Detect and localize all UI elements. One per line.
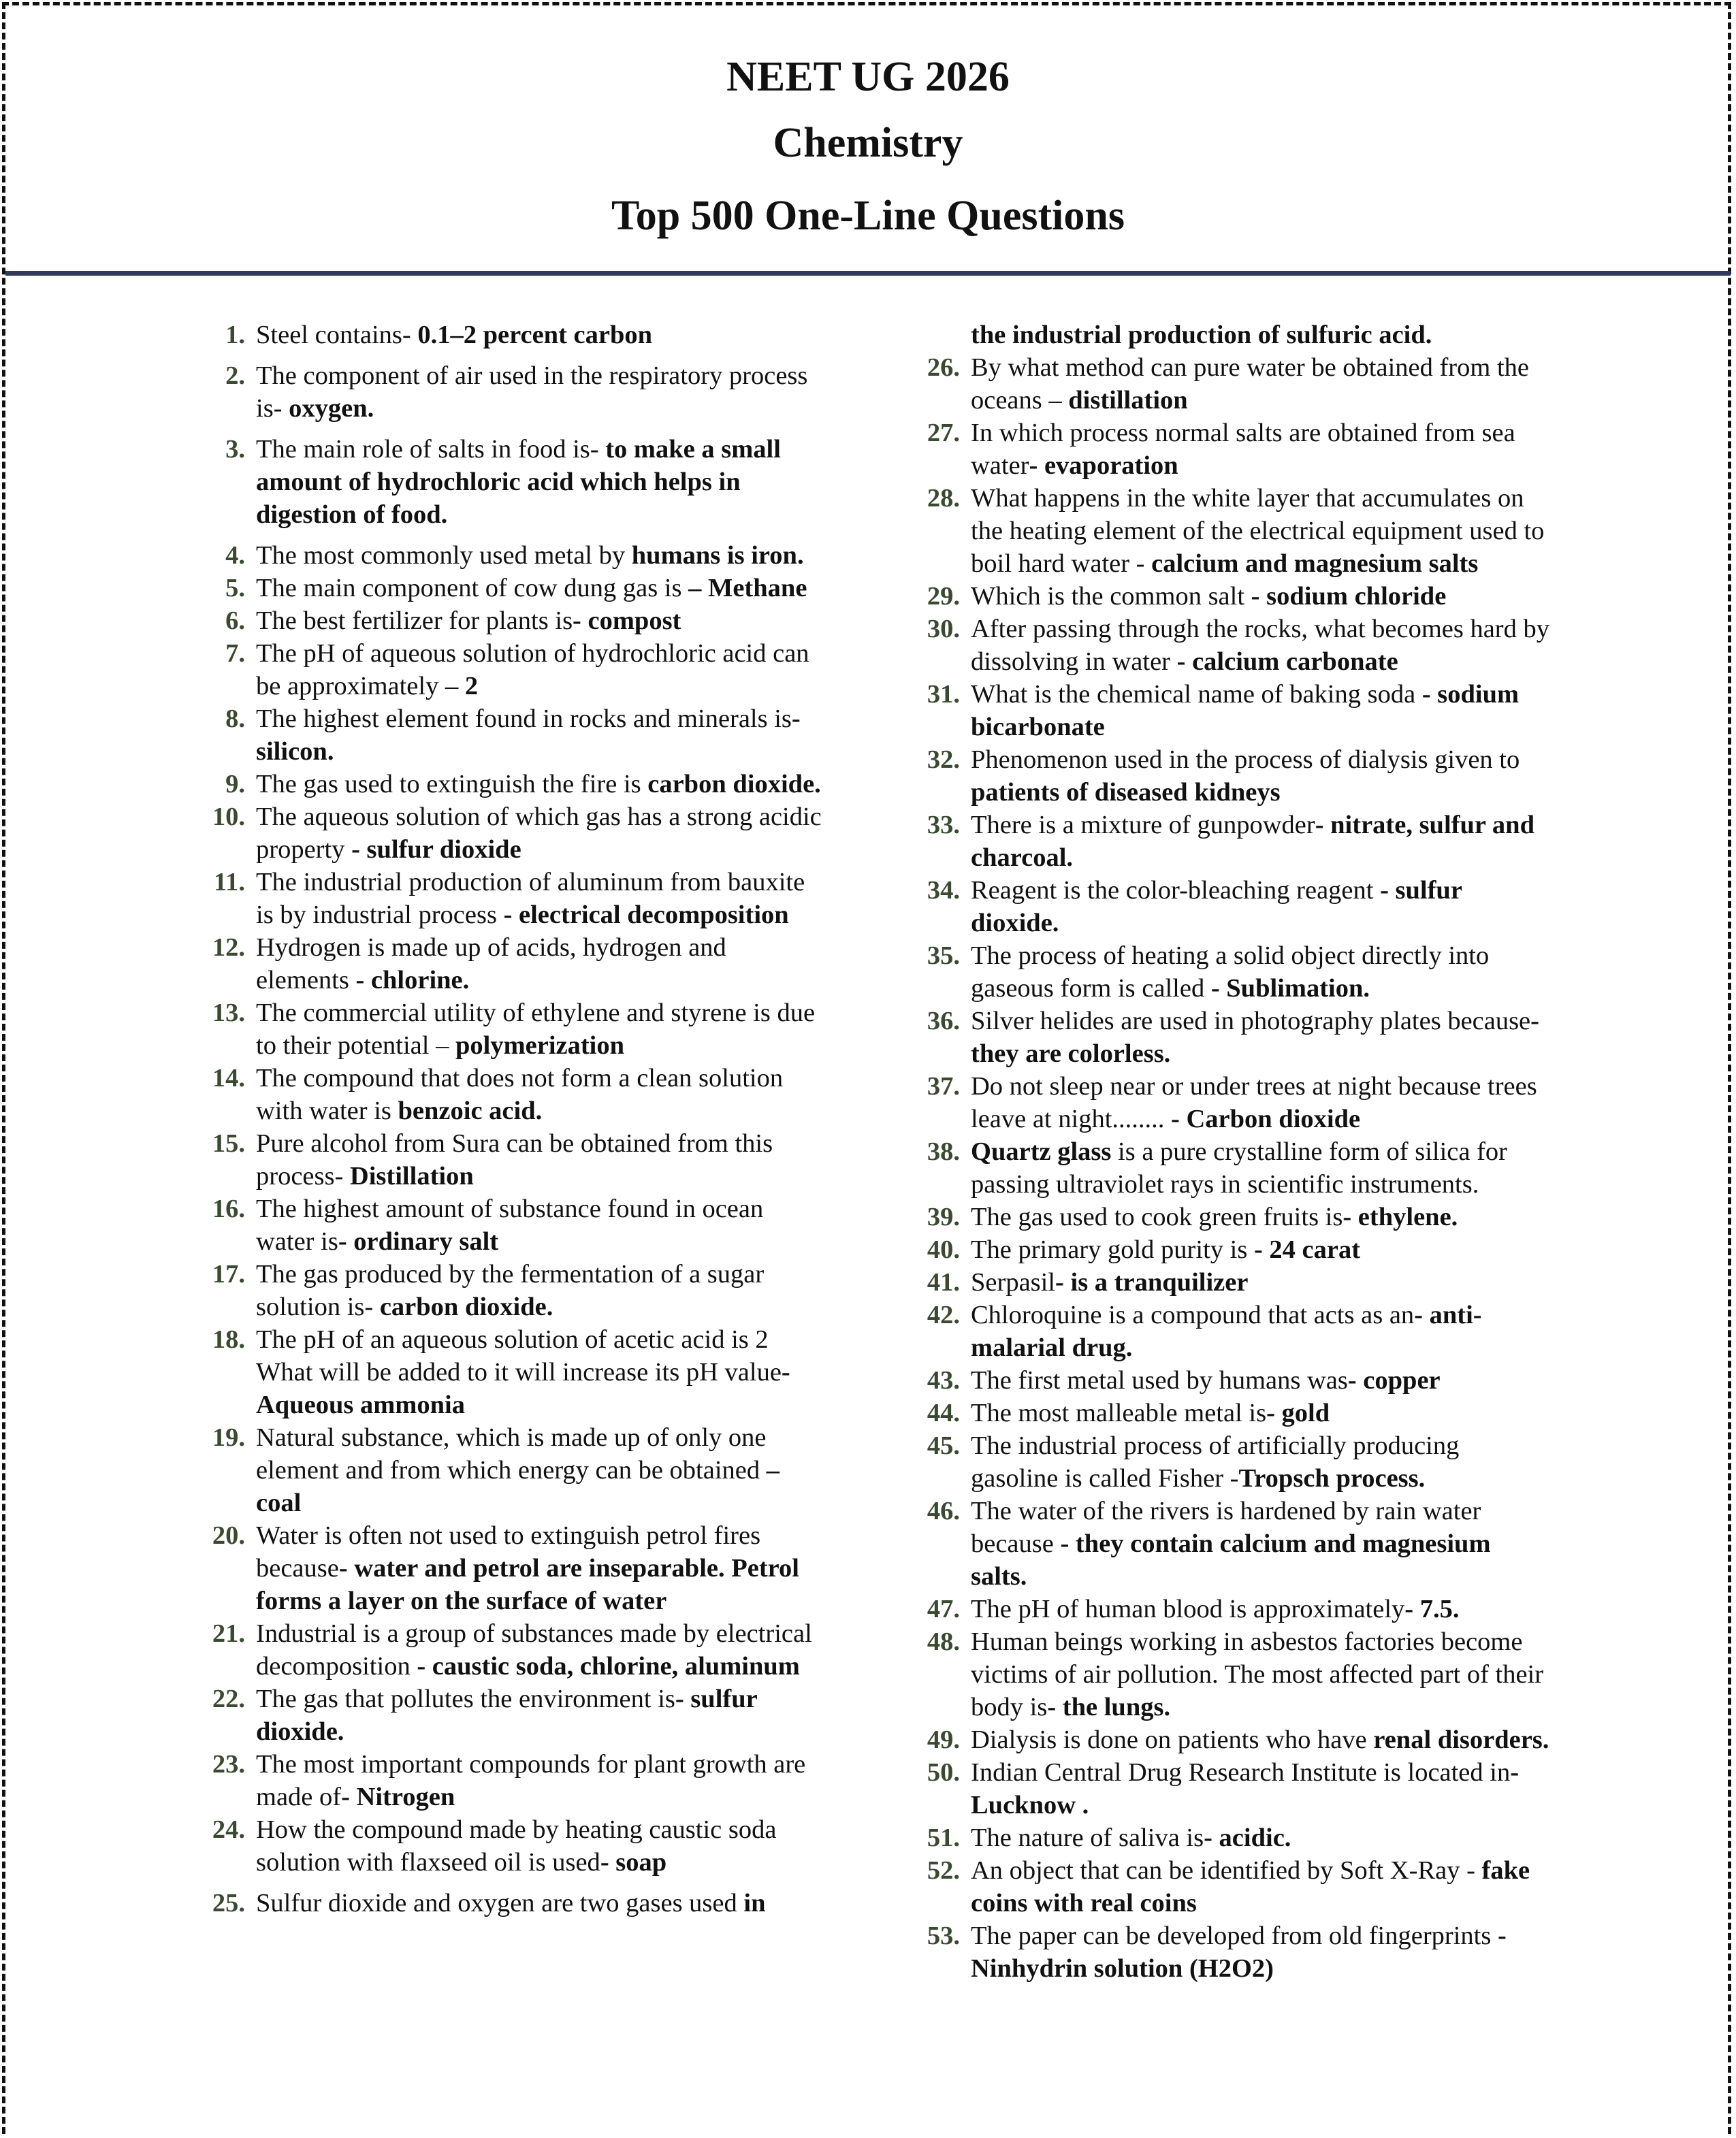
question-item — [916, 1821, 1549, 1854]
question-text: What happens in the white layer that accumulates on the heating element of the electrical equipment used to boil hard water - — [971, 484, 1545, 578]
question-text: Hydrogen is made up of acids, hydrogen and elements — [256, 933, 726, 994]
answer-text: renal disorders. — [1373, 1726, 1549, 1754]
question-number: 25. — [212, 1889, 245, 1917]
question-text: The industrial production of aluminum from bauxite is by industrial process — [256, 868, 805, 929]
question-text: Chloroquine is a compound that acts as an — [971, 1301, 1415, 1329]
question-text: The most commonly used metal by — [256, 541, 632, 570]
question-item — [202, 1421, 825, 1519]
question-number: 21. — [212, 1619, 245, 1648]
answer-text: in — [743, 1889, 766, 1917]
question-text: The first metal used by humans was — [971, 1366, 1348, 1395]
question-number: 42. — [927, 1301, 960, 1329]
answer-text: - Nitrogen — [341, 1783, 455, 1811]
question-item — [916, 1266, 1549, 1299]
answer-text: - compost — [573, 606, 681, 635]
question-text: The gas used to cook green fruits is — [971, 1203, 1343, 1231]
question-number: 48. — [927, 1627, 960, 1656]
question-text: There is a mixture of gunpowder — [971, 811, 1315, 839]
answer-text: - sulfur dioxide. — [256, 1685, 758, 1746]
question-text: The process of heating a solid object directly into gaseous form is called — [971, 941, 1490, 1003]
question-text: The gas used to extinguish the fire is — [256, 770, 648, 798]
question-item — [916, 1233, 1549, 1266]
question-text: Sulfur dioxide and oxygen are two gases used — [256, 1889, 744, 1917]
question-number: 5. — [225, 574, 245, 602]
question-item — [916, 1364, 1549, 1397]
question-item — [916, 1201, 1549, 1233]
question-item — [916, 1135, 1549, 1201]
question-item — [202, 637, 825, 702]
question-item — [916, 417, 1549, 482]
question-item — [202, 1683, 825, 1748]
question-number: 53. — [927, 1922, 960, 1950]
exam-title: NEET UG 2026 — [726, 54, 1010, 100]
question-text: The gas that pollutes the environment is — [256, 1685, 675, 1713]
question-text: The paper can be developed from old fingerprints — [971, 1922, 1498, 1950]
question-text: The water of the rivers is hardened by rain water because — [971, 1497, 1481, 1558]
question-item — [202, 1617, 825, 1683]
question-item — [202, 702, 825, 768]
answer-text: - the lungs. — [1047, 1693, 1171, 1721]
question-text: After passing through the rocks, what becomes hard by dissolving in water — [971, 615, 1549, 676]
answer-text: - evaporation — [1029, 451, 1178, 480]
answer-text: humans is iron. — [631, 541, 804, 570]
question-number: 43. — [927, 1366, 960, 1395]
answer-text: - sodium chloride — [1251, 582, 1447, 611]
left-column — [202, 319, 825, 1920]
question-text: By what method can pure water be obtained from the oceans – — [971, 353, 1529, 415]
answer-text: - Aqueous ammonia — [256, 1358, 790, 1419]
question-text: How the compound made by heating caustic soda solution with flaxseed oil is used — [256, 1815, 777, 1877]
question-number: 38. — [927, 1137, 960, 1166]
question-text: Pure alcohol from Sura can be obtained from this process- — [256, 1129, 773, 1191]
question-item — [202, 1519, 825, 1617]
answer-text: - Carbon dioxide — [1171, 1105, 1361, 1133]
question-item — [202, 604, 825, 637]
question-item — [202, 433, 825, 531]
continuation-text: the industrial production of sulfuric acid. — [971, 321, 1432, 349]
header-divider — [5, 271, 1731, 276]
question-text: Industrial is a group of substances made by electrical decomposition — [256, 1619, 812, 1681]
question-item — [916, 613, 1549, 678]
right-column — [916, 319, 1549, 1985]
answer-text: - caustic soda, chlorine, aluminum — [417, 1652, 800, 1681]
question-item — [916, 678, 1549, 743]
question-text: The most malleable metal is — [971, 1399, 1267, 1427]
question-number: 34. — [927, 876, 960, 905]
question-item — [916, 809, 1549, 874]
question-number: 10. — [212, 803, 245, 831]
question-item — [202, 1193, 825, 1258]
question-item — [916, 1854, 1549, 1920]
question-number: 49. — [927, 1726, 960, 1754]
question-text: The pH of human blood is approximately — [971, 1595, 1405, 1623]
question-item — [202, 1062, 825, 1127]
question-number: 13. — [212, 999, 245, 1027]
question-text: Steel contains- — [256, 321, 418, 349]
answer-text: fake coins with real coins — [971, 1856, 1530, 1917]
question-text: An object that can be identified by Soft X-Ray - — [971, 1856, 1482, 1885]
answer-text: benzoic acid. — [398, 1097, 543, 1125]
question-text: Reagent is the color-bleaching reagent — [971, 876, 1381, 905]
question-text: Silver helides are used in photography plates because — [971, 1007, 1531, 1035]
question-number: 2. — [225, 361, 245, 390]
answer-text: - anti-malarial drug. — [971, 1301, 1482, 1362]
question-text: Dialysis is done on patients who have — [971, 1726, 1374, 1754]
question-number: 41. — [927, 1268, 960, 1297]
answer-text: - chlorine. — [355, 966, 470, 994]
answer-text: - calcium carbonate — [1176, 647, 1398, 676]
question-item — [202, 1748, 825, 1813]
question-number: 8. — [225, 704, 245, 733]
question-number: 16. — [212, 1195, 245, 1223]
answer-text: - sodium bicarbonate — [971, 680, 1520, 741]
answer-text: - gold — [1266, 1399, 1330, 1427]
question-item — [202, 319, 825, 351]
answer-text: carbon dioxide. — [647, 770, 821, 798]
question-number: 32. — [927, 745, 960, 774]
question-number: 6. — [225, 606, 245, 635]
question-number: 17. — [212, 1260, 245, 1289]
subject-title: Chemistry — [773, 120, 963, 166]
question-text: The pH of an aqueous solution of acetic acid is 2 What will be added to it will increase its pH value — [256, 1325, 782, 1387]
question-text: The best fertilizer for plants is — [256, 606, 573, 635]
question-text: The commercial utility of ethylene and styrene is due to their potential – — [256, 999, 816, 1060]
question-number: 33. — [927, 811, 960, 839]
question-item — [202, 359, 825, 425]
answer-text: - soap — [600, 1848, 667, 1877]
answer-text: - Ninhydrin solution (H2O2) — [971, 1922, 1507, 1983]
question-item — [916, 1397, 1549, 1429]
answer-text: polymerization — [455, 1031, 625, 1060]
question-item — [202, 800, 825, 866]
question-text: The highest element found in rocks and minerals is — [256, 704, 792, 733]
question-number: 15. — [212, 1129, 245, 1158]
answer-text: to make a small amount of hydrochloric acid which helps in digestion of food. — [256, 435, 781, 529]
question-item — [202, 539, 825, 572]
question-number: 1. — [225, 321, 245, 349]
question-number: 23. — [212, 1750, 245, 1779]
question-text: The primary gold purity is — [971, 1235, 1254, 1264]
question-text: The highest amount of substance found in ocean water is — [256, 1195, 764, 1256]
question-number: 18. — [212, 1325, 245, 1354]
question-text: Serpasil — [971, 1268, 1056, 1297]
question-item — [202, 931, 825, 997]
question-item — [916, 874, 1549, 939]
answer-text: 0.1–2 percent carbon — [417, 321, 653, 349]
question-item — [916, 1005, 1549, 1070]
answer-text: calcium and magnesium salts — [1151, 549, 1479, 578]
document-title: Top 500 One-Line Questions — [611, 193, 1125, 239]
answer-text: - sulfur dioxide. — [971, 876, 1462, 937]
question-item — [916, 580, 1549, 613]
question-item — [202, 1887, 825, 1920]
question-text: Phenomenon used in the process of dialysis given to — [971, 745, 1520, 774]
answer-text: - electrical decomposition — [503, 901, 789, 929]
answer-text: - ordinary salt — [338, 1227, 499, 1256]
answer-text: – Methane — [688, 574, 807, 602]
question-text: The compound that does not form a clean solution with water is — [256, 1064, 784, 1125]
question-number: 37. — [927, 1072, 960, 1101]
answer-text: oxygen. — [289, 394, 374, 423]
answer-text: distillation — [1068, 386, 1188, 415]
question-item — [916, 1495, 1549, 1593]
question-text: The gas produced by the fermentation of a sugar solution is- — [256, 1260, 765, 1321]
question-number: 46. — [927, 1497, 960, 1525]
question-text: Indian Central Drug Research Institute is located in — [971, 1758, 1511, 1787]
answer-text: - they are colorless. — [971, 1007, 1539, 1068]
question-text: The main role of salts in food is- — [256, 435, 606, 464]
question-item — [202, 997, 825, 1062]
question-item — [916, 743, 1549, 809]
question-number: 4. — [225, 541, 245, 570]
answer-text: - they contain calcium and magnesium salts. — [971, 1529, 1491, 1591]
question-item — [202, 1258, 825, 1323]
question-text: The pH of aqueous solution of hydrochloric acid can be approximately – — [256, 639, 809, 700]
question-text: The nature of saliva is — [971, 1824, 1204, 1852]
question-item — [916, 1920, 1549, 1985]
question-number: 19. — [212, 1423, 245, 1452]
question-text: The industrial process of artificially producing gasoline is called Fisher - — [971, 1431, 1460, 1493]
answer-text: carbon dioxide. — [379, 1293, 553, 1321]
question-text: Which is the common salt — [971, 582, 1251, 611]
answer-text: - nitrate, sulfur and charcoal. — [971, 811, 1534, 872]
question-number: 24. — [212, 1815, 245, 1844]
answer-text: patients of diseased kidneys — [971, 778, 1281, 807]
question-number: 39. — [927, 1203, 960, 1231]
question-number: 31. — [927, 680, 960, 709]
question-item — [916, 351, 1549, 417]
answer-text: - copper — [1347, 1366, 1441, 1395]
question-number: 45. — [927, 1431, 960, 1460]
question-item — [916, 1723, 1549, 1756]
question-item — [916, 482, 1549, 580]
answer-text: - acidic. — [1204, 1824, 1291, 1852]
answer-text: Distillation — [349, 1162, 474, 1191]
question-text: Natural substance, which is made up of only one element and from which energy can be obtained — [256, 1423, 767, 1485]
question-number: 47. — [927, 1595, 960, 1623]
question-item — [916, 939, 1549, 1005]
answer-text: Tropsch process. — [1238, 1464, 1426, 1493]
question-item — [202, 1813, 825, 1879]
answer-text: - Lucknow . — [971, 1758, 1520, 1819]
answer-text: - Sublimation. — [1210, 974, 1370, 1003]
page-header — [0, 0, 1736, 271]
question-number: 27. — [927, 419, 960, 447]
question-text: Human beings working in asbestos factories become victims of air pollution. The most affected part of their body is — [971, 1627, 1544, 1721]
question-number: 51. — [927, 1824, 960, 1852]
answer-text: - silicon. — [256, 704, 801, 766]
answer-text: – coal — [256, 1456, 780, 1517]
question-text: The aqueous solution of which gas has a strong acidic property — [256, 803, 822, 864]
question-item — [916, 1625, 1549, 1723]
question-item — [916, 1429, 1549, 1495]
question-text: In which process normal salts are obtained from sea water — [971, 419, 1515, 480]
question-item — [202, 572, 825, 604]
question-text: The most important compounds for plant growth are made of — [256, 1750, 806, 1811]
answer-text: - 24 carat — [1253, 1235, 1361, 1264]
question-number: 44. — [927, 1399, 960, 1427]
question-number: 52. — [927, 1856, 960, 1885]
question-text: The component of air used in the respiratory process is- — [256, 361, 808, 423]
question-number: 22. — [212, 1685, 245, 1713]
question-text: The main component of cow dung gas is — [256, 574, 689, 602]
question-item — [202, 1127, 825, 1193]
question-number: 29. — [927, 582, 960, 611]
answer-text: - is a tranquilizer — [1055, 1268, 1249, 1297]
question-item — [916, 1299, 1549, 1364]
question-number: 40. — [927, 1235, 960, 1264]
question-item — [202, 1323, 825, 1421]
answer-text: 2 — [464, 672, 479, 700]
question-number: 14. — [212, 1064, 245, 1092]
question-number: 12. — [212, 933, 245, 962]
question-item — [916, 1593, 1549, 1625]
question-number: 3. — [225, 435, 245, 464]
question-number: 7. — [225, 639, 245, 668]
question-number: 11. — [213, 868, 245, 896]
question-text: What is the chemical name of baking soda — [971, 680, 1422, 709]
answer-text: Quartz glass — [971, 1137, 1112, 1166]
question-number: 26. — [927, 353, 960, 382]
answer-text: - sulfur dioxide — [351, 835, 521, 864]
question-item — [916, 1070, 1549, 1135]
answer-text: - 7.5. — [1404, 1595, 1460, 1623]
answer-text: - water and petrol are inseparable. Petrol forms a layer on the surface of water — [256, 1554, 799, 1615]
question-text: is a pure crystalline form of silica for passing ultraviolet rays in scientific instruments. — [971, 1137, 1507, 1199]
question-number: 50. — [927, 1758, 960, 1787]
question-item — [202, 768, 825, 800]
question-number: 36. — [927, 1007, 960, 1035]
question-item — [202, 866, 825, 931]
question-item — [916, 1756, 1549, 1821]
question-number: 28. — [927, 484, 960, 513]
question-text: Do not sleep near or under trees at night because trees leave at night........ — [971, 1072, 1537, 1133]
question-number: 20. — [212, 1521, 245, 1550]
question-number: 35. — [927, 941, 960, 970]
question-number: 9. — [225, 770, 245, 798]
question-number: 30. — [927, 615, 960, 643]
question-text: Water is often not used to extinguish petrol fires because — [256, 1521, 761, 1583]
answer-text: - ethylene. — [1343, 1203, 1458, 1231]
